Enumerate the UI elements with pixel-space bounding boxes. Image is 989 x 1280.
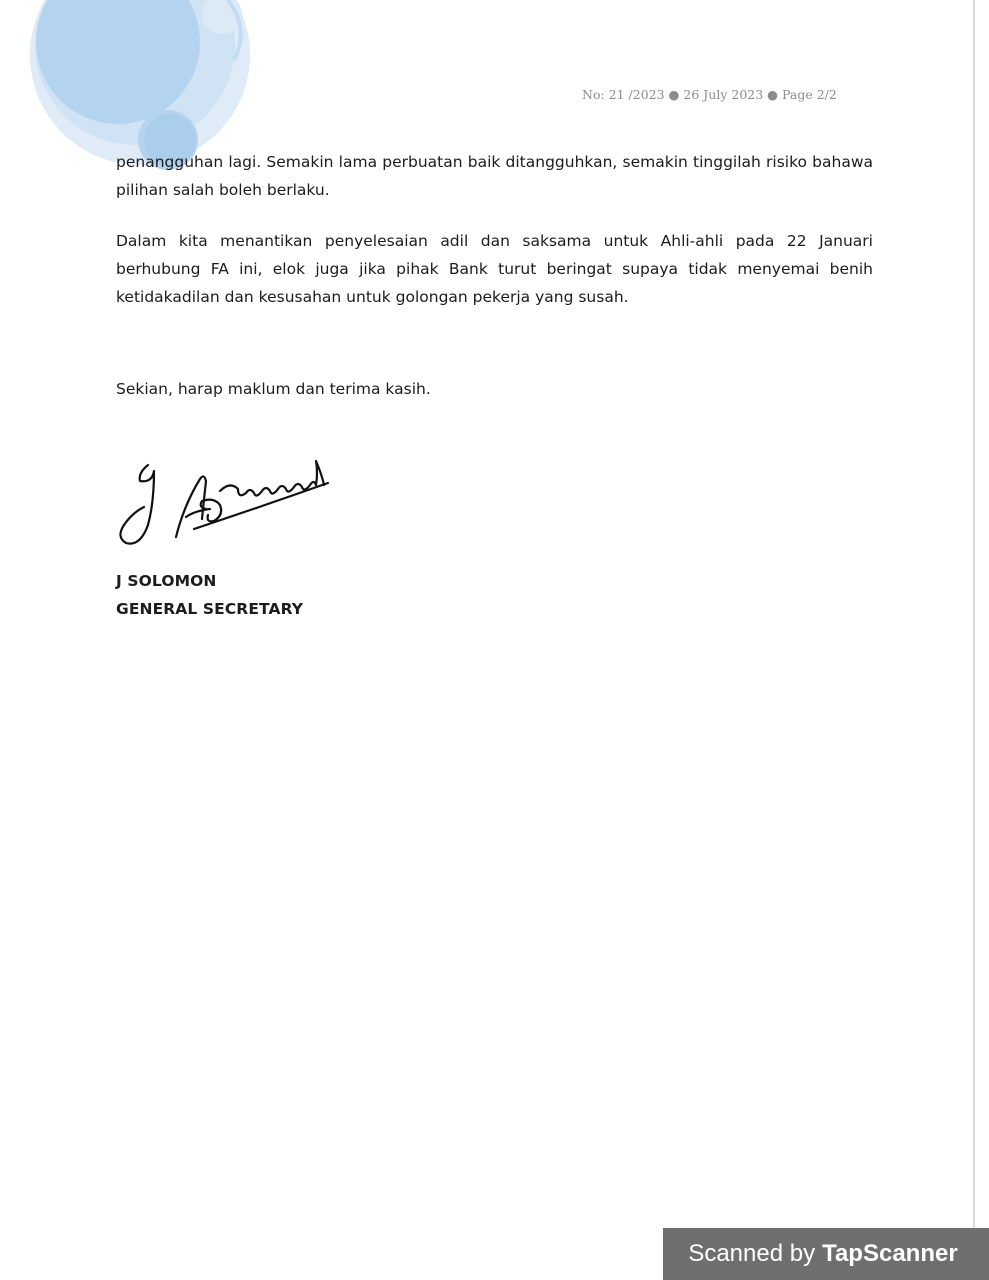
handwritten-signature bbox=[110, 445, 340, 555]
body-paragraph-2: Dalam kita menantikan penyelesaian adil dan saksama untuk Ahli-ahli pada 22 Januari berhubung FA ini, elok juga jika pihak Bank turut beringat supaya tidak menyemai benih ketidakadilan dan kesusahan untuk golongan pekerja yang susah. bbox=[116, 232, 873, 306]
document-reference: No: 21 /2023 ● 26 July 2023 ● Page 2/2 bbox=[582, 87, 837, 102]
signatory-title: GENERAL SECRETARY bbox=[116, 600, 304, 618]
watermark-prefix: Scanned by bbox=[688, 1240, 816, 1267]
watermark-brand: TapScanner bbox=[822, 1240, 958, 1267]
closing-line: Sekian, harap maklum dan terima kasih. bbox=[116, 380, 431, 398]
scanner-watermark bbox=[663, 1228, 989, 1280]
signatory-name: J SOLOMON bbox=[116, 572, 217, 590]
body-paragraph-1: penangguhan lagi. Semakin lama perbuatan baik ditangguhkan, semakin tinggilah risiko bahawa pilihan salah boleh berlaku. bbox=[116, 153, 873, 199]
